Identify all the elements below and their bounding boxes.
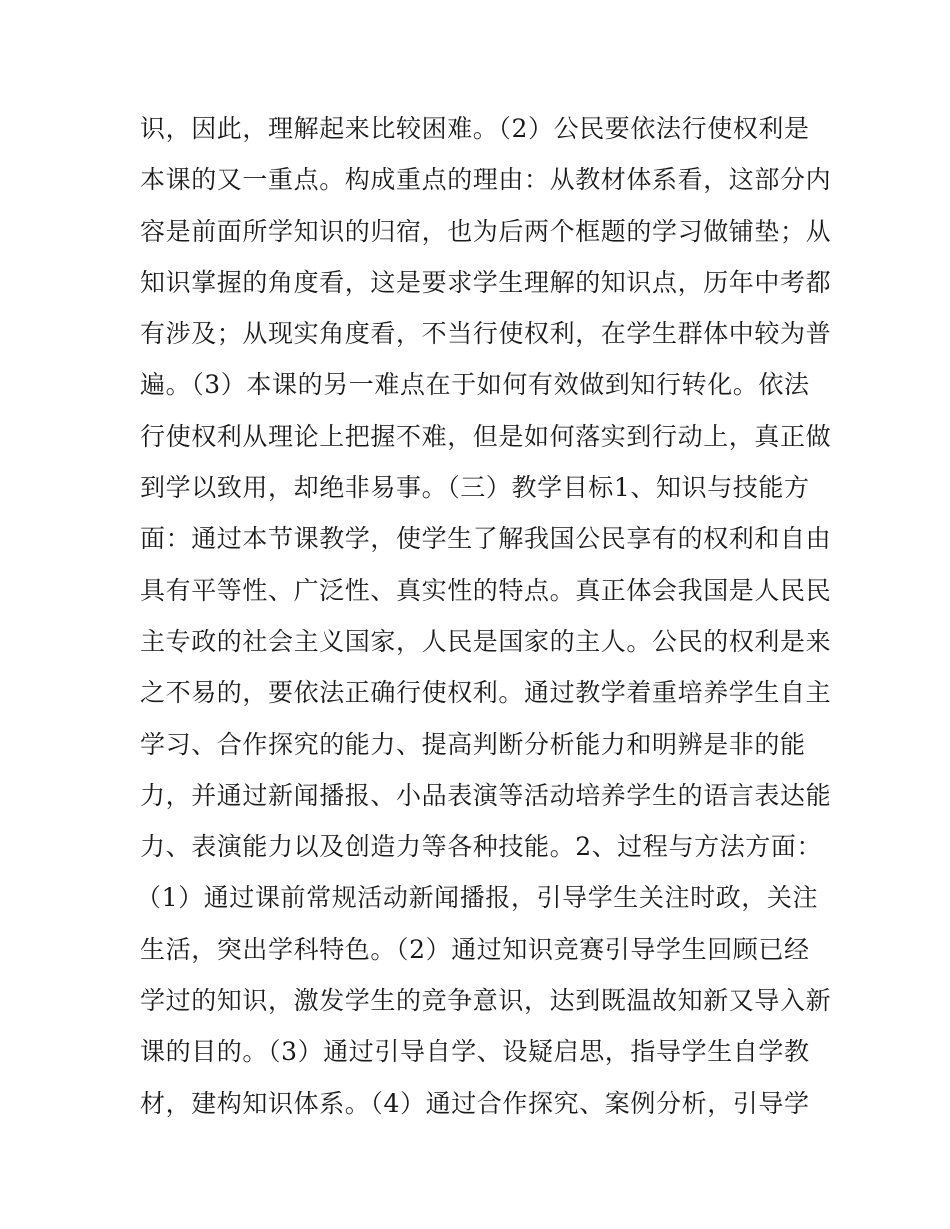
body-text xyxy=(136,107,832,1133)
text-line-13: 学习、合作探究的能力、提高判断分析能力和明辨是非的能 xyxy=(140,729,806,759)
text-line-15: 力、表演能力以及创造力等各种技能。2、过程与方法方面： xyxy=(140,832,823,862)
text-line-17: 生活，突出学科特色。（2）通过知识竞赛引导学生回顾已经 xyxy=(140,934,810,964)
text-line-11: 主专政的社会主义国家，人民是国家的主人。公民的权利是来 xyxy=(140,626,832,656)
text-line-3: 容是前面所学知识的归宿，也为后两个框题的学习做铺垫；从 xyxy=(140,216,832,246)
text-line-4: 知识掌握的角度看，这是要求学生理解的知识点，历年中考都 xyxy=(140,267,832,297)
text-line-9: 面：通过本节课教学，使学生了解我国公民享有的权利和自由 xyxy=(140,524,832,554)
text-line-16: （1）通过课前常规活动新闻播报，引导学生关注时政，关注 xyxy=(136,883,819,913)
text-line-19: 课的目的。（3）通过引导自学、设疑启思，指导学生自学教 xyxy=(140,1037,810,1067)
text-line-8: 到学以致用，却绝非易事。（三）教学目标1、知识与技能方 xyxy=(140,473,810,503)
text-line-10: 具有平等性、广泛性、真实性的特点。真正体会我国是人民民 xyxy=(140,575,832,605)
text-line-1: 识，因此，理解起来比较困难。（2）公民要依法行使权利是 xyxy=(140,114,810,143)
text-line-7: 行使权利从理论上把握不难，但是如何落实到行动上，真正做 xyxy=(140,421,832,451)
text-line-18: 学过的知识，激发学生的竞争意识，达到既温故知新又导入新 xyxy=(140,986,832,1016)
text-line-2: 本课的又一重点。构成重点的理由：从教材体系看，这部分内 xyxy=(140,165,832,195)
text-line-6: 遍。（3）本课的另一难点在于如何有效做到知行转化。依法 xyxy=(140,370,810,400)
text-line-20: 材，建构知识体系。（4）通过合作探究、案例分析，引导学 xyxy=(140,1088,810,1118)
text-line-14: 力，并通过新闻播报、小品表演等活动培养学生的语言表达能 xyxy=(140,780,832,810)
text-line-5: 有涉及；从现实角度看，不当行使权利，在学生群体中较为普 xyxy=(140,319,832,349)
text-line-12: 之不易的，要依法正确行使权利。通过教学着重培养学生自主 xyxy=(140,678,832,708)
